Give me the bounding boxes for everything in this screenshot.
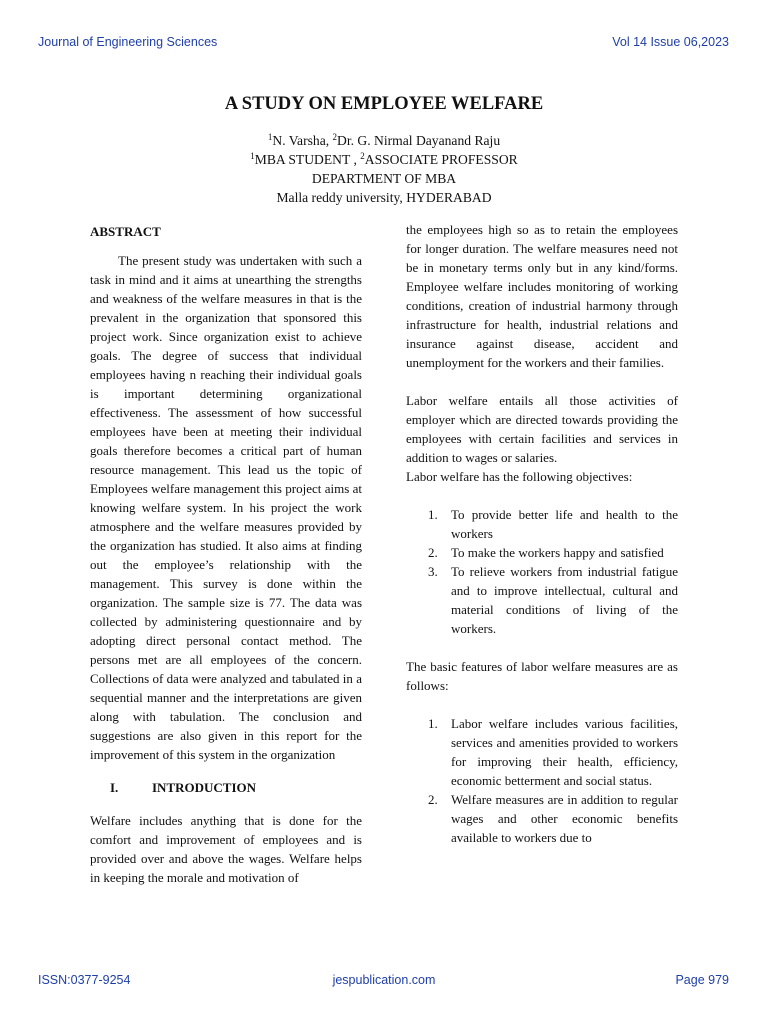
role2-text: ASSOCIATE PROFESSOR [364,152,518,167]
issn: ISSN:0377-9254 [38,973,131,987]
objectives-intro: Labor welfare has the following objectives: [406,469,633,484]
features-intro: The basic features of labor welfare measures are as follows: [406,659,678,693]
list-number: 3. [428,564,438,579]
list-number: 1. [428,507,438,522]
department: DEPARTMENT OF MBA [311,171,457,186]
role2-superscript: 2 [360,151,365,161]
continuation-paragraph: the employees high so as to retain the employees for longer duration. The welfare measures need not be in monetary terms only but in any kind/forms. Employee welfare includes monitoring of working conditions, creation of industrial harmony through infrastructure for health, industrial relations and insurance against disease, accident and unemployment for the workers and their families. [406,222,678,370]
author1-superscript: 1 [267,132,273,142]
list-item [406,790,678,847]
left-column [90,222,362,887]
introduction-heading [90,778,362,797]
list-item [406,543,678,562]
journal-name: Journal of Engineering Sciences [38,35,218,49]
labor-welfare-paragraph: Labor welfare entails all those activities of employer which are directed towards providing the employees with certain facilities and services in addition to wages or salaries. [406,393,678,465]
list-number: 2. [428,792,438,807]
author2-name: Dr. G. Nirmal Dayanand Raju [337,133,501,148]
author1-name: N. Varsha, [272,133,333,148]
introduction-text: Welfare includes anything that is done for the comfort and improvement of employees and is provided over and above the wages. Welfare helps in keeping the morale and motivation of [90,813,362,885]
paper-title: A STUDY ON EMPLOYEE WELFARE [224,94,544,114]
right-column [406,220,678,847]
author-line [0,131,768,150]
author-block [0,131,768,207]
list-item [406,505,678,543]
list-text: To provide better life and health to the workers [451,507,678,541]
list-text: Welfare measures are in addition to regular wages and other economic benefits available to workers due to [451,792,678,845]
role1-superscript: 1 [250,151,255,161]
list-number: 1. [428,716,438,731]
university: Malla reddy university, HYDERABAD [276,190,492,205]
volume-issue: Vol 14 Issue 06,2023 [612,35,729,49]
section-number: I. [110,780,119,795]
page-number: Page 979 [675,973,729,987]
abstract-heading: ABSTRACT [90,224,161,239]
role-line [0,150,768,169]
list-item [406,562,678,638]
features-list [406,714,678,847]
author2-superscript: 2 [332,132,338,142]
list-text: To make the workers happy and satisfied [451,545,664,560]
list-text: To relieve workers from industrial fatigue and to improve intellectual, cultural and material conditions of living of the workers. [451,564,678,636]
journal-website: jespublication.com [332,973,436,987]
list-number: 2. [428,545,438,560]
role1-text: MBA STUDENT , [254,152,361,167]
list-text: Labor welfare includes various facilities, services and amenities provided to workers for improving their health, efficiency, economic betterment and social status. [451,716,678,788]
objectives-list [406,505,678,638]
section-title: INTRODUCTION [152,780,257,795]
abstract-text: The present study was undertaken with such a task in mind and it aims at unearthing the strengths and weakness of the welfare measures in that is the prevalent in the organization that sponsored this project work. Since organization exist to achieve goals. The degree of success that individual employees having n reaching their individual goals is important determining organizational effectiveness. The assessment of how successful employees have been at meeting their individual goals therefore becomes a critical part of human resource management. This lead us the topic of Employees welfare management this project aims at knowing welfare system. In his project the work atmosphere and the welfare measures provided by the organization has studied. It also aims at finding out the employee’s relationship with the management. This survey is done within the organization. The sample size is 77. The data was collected by administering questionnaire and by adopting direct personal contact method. The persons met are all employees of the concern. Collections of data were analyzed and tabulated in a sequential manner and the interpretations are given along with tabulation. The conclusion and suggestions are also given in this report for the improvement of this system in the organization [90,253,362,762]
list-item [406,714,678,790]
